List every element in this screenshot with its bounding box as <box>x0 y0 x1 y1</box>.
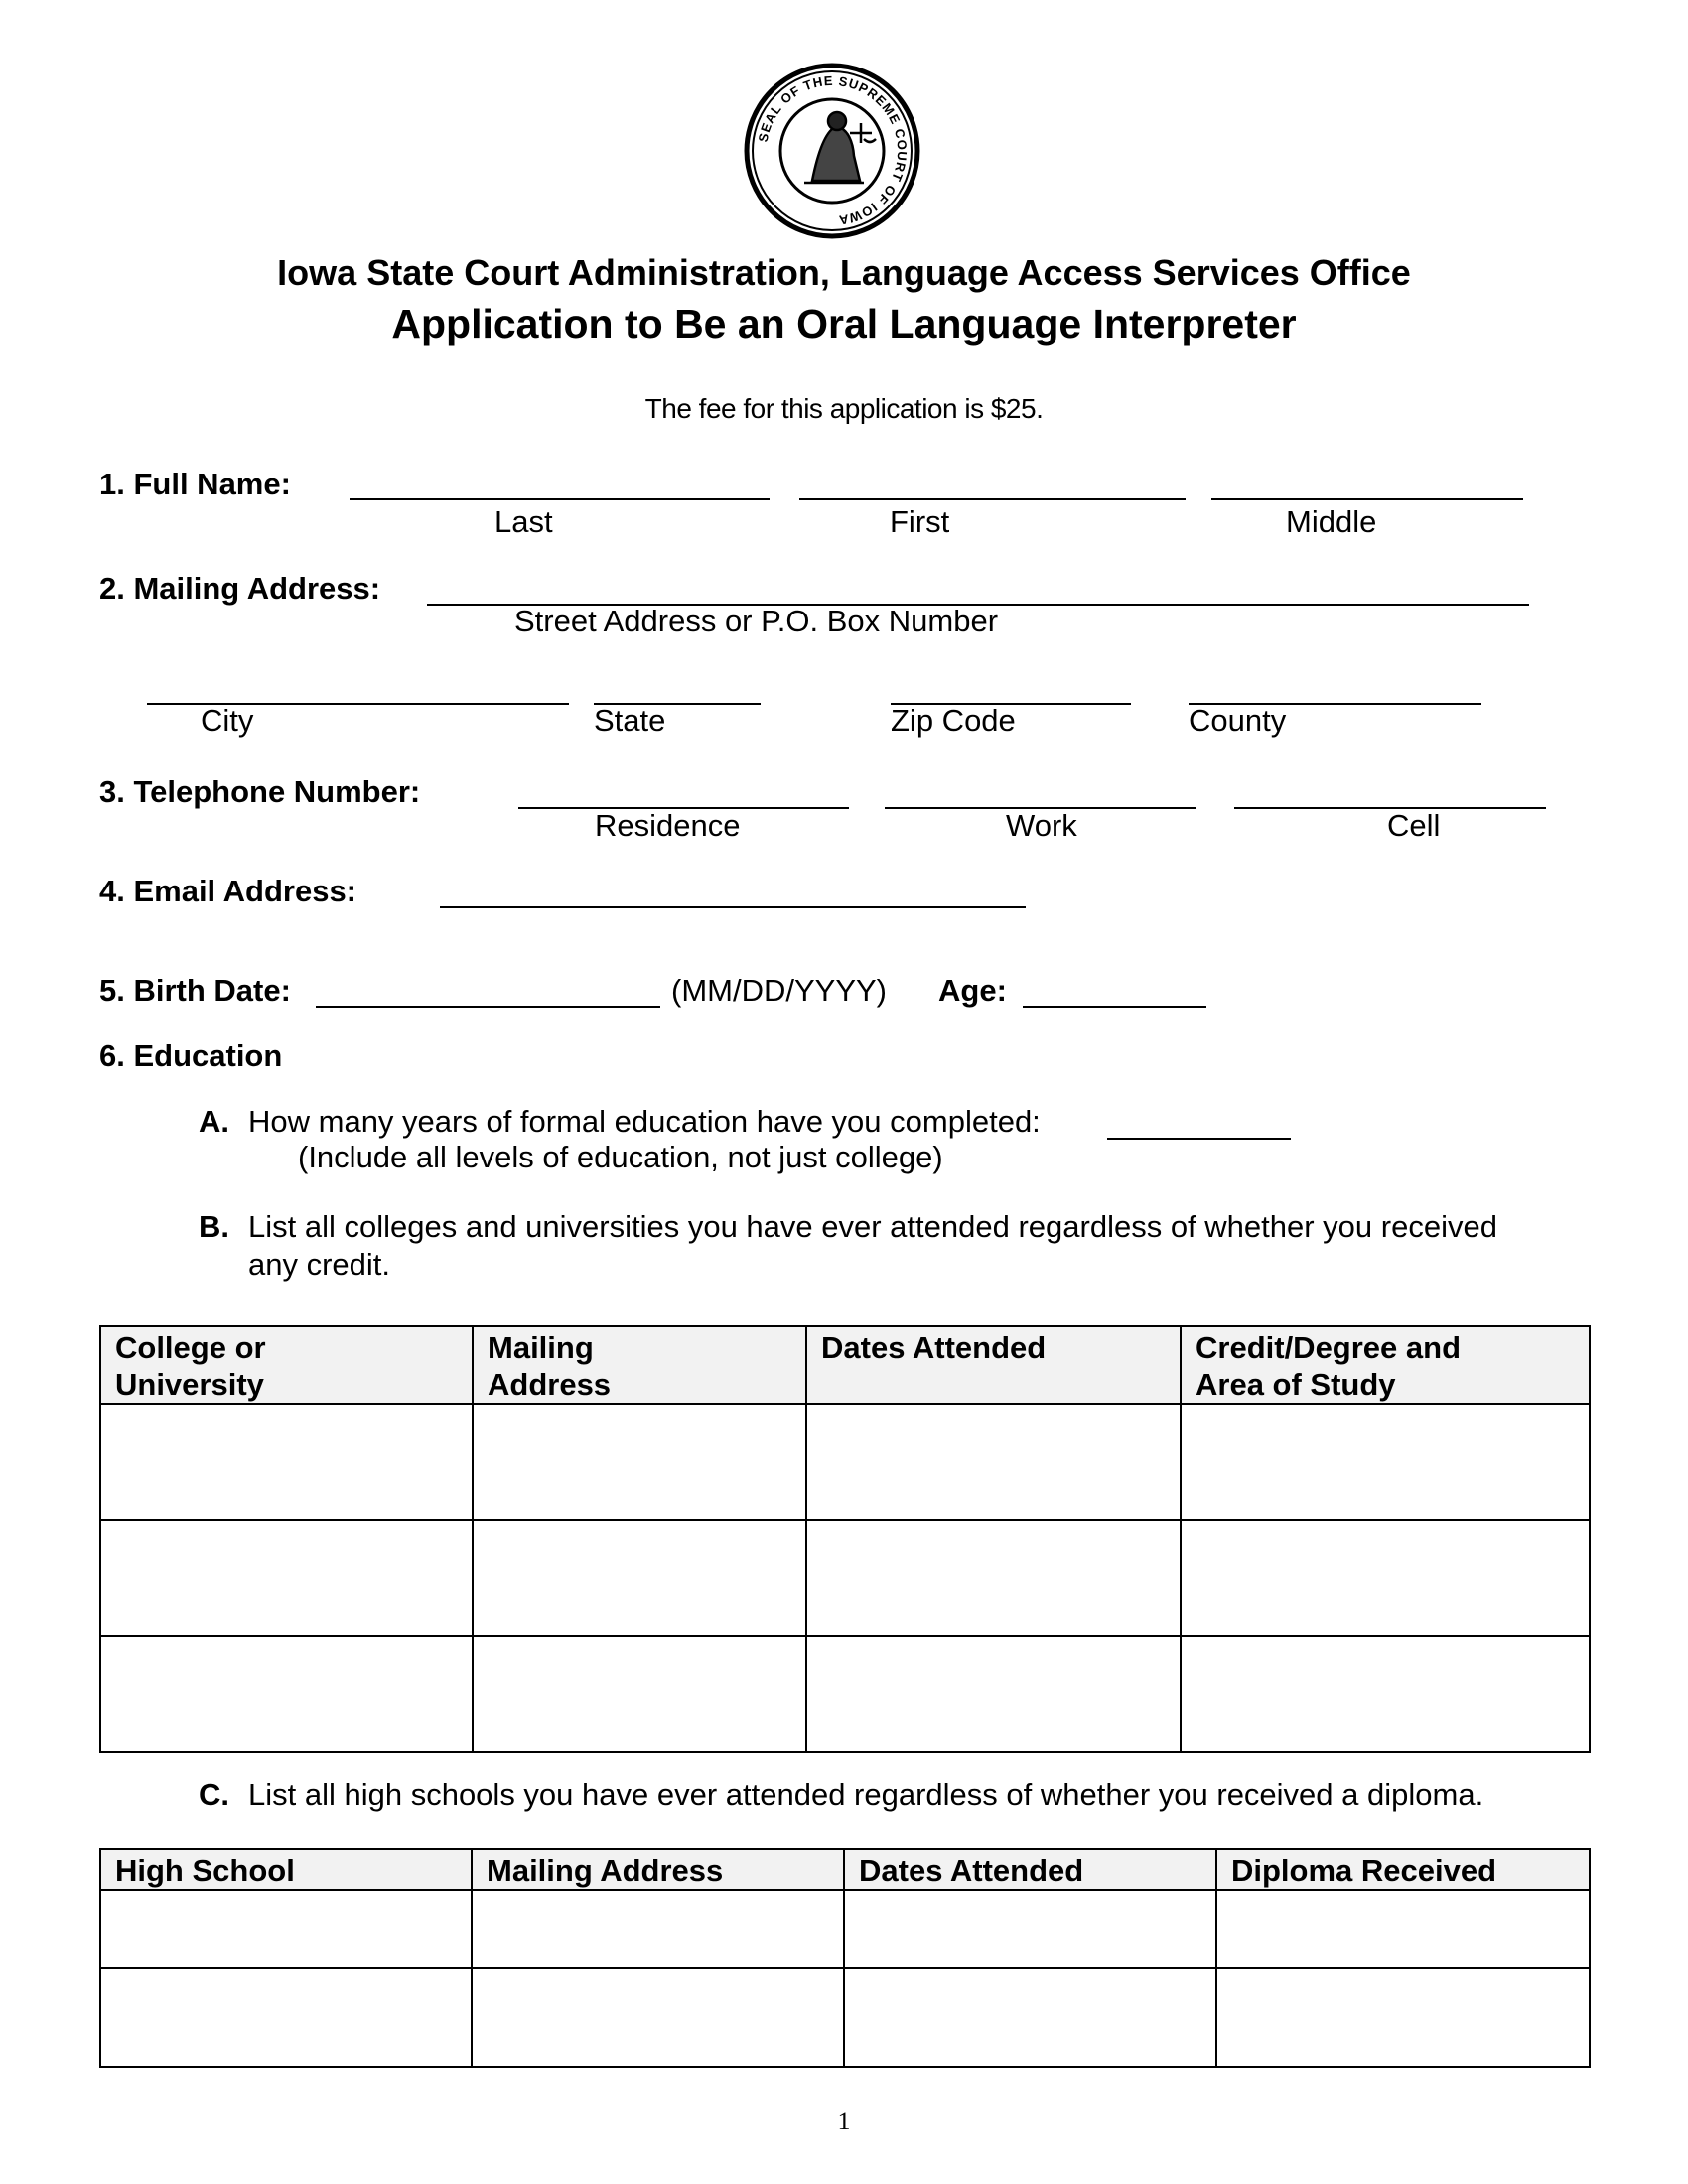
birth-date-label: 5. Birth Date: <box>99 973 291 1008</box>
middle-name-caption: Middle <box>1286 504 1377 539</box>
hs-header-dates-attended: Dates Attended <box>844 1849 1216 1890</box>
header-line: University <box>115 1367 264 1402</box>
telephone-label: 3. Telephone Number: <box>99 774 421 809</box>
last-name-field[interactable] <box>350 498 770 500</box>
office-heading: Iowa State Court Administration, Language Access Services Office <box>277 252 1411 293</box>
table-cell[interactable] <box>844 1890 1216 1968</box>
county-caption: County <box>1189 703 1287 738</box>
college-header-mailing-address <box>473 1326 806 1404</box>
header-line: Credit/Degree and <box>1196 1330 1462 1365</box>
age-field[interactable] <box>1023 1006 1206 1008</box>
table-cell[interactable] <box>1181 1520 1590 1636</box>
education-label: 6. Education <box>99 1038 283 1073</box>
table-cell[interactable] <box>472 1968 844 2067</box>
years-education-question: How many years of formal education have you completed: <box>248 1104 1041 1139</box>
college-header-dates-attended <box>806 1326 1181 1404</box>
table-cell[interactable] <box>806 1520 1181 1636</box>
table-cell[interactable] <box>473 1636 806 1752</box>
item-a-letter: A. <box>199 1104 229 1139</box>
state-caption: State <box>594 703 666 738</box>
header-line: Mailing <box>488 1330 594 1365</box>
table-row <box>100 1404 1590 1520</box>
page-number: 1 <box>837 2107 851 2135</box>
table-cell[interactable] <box>844 1968 1216 2067</box>
table-cell[interactable] <box>472 1890 844 1968</box>
header-line: Address <box>488 1367 612 1402</box>
last-name-caption: Last <box>494 504 553 539</box>
item-c-letter: C. <box>199 1777 229 1812</box>
street-address-caption: Street Address or P.O. Box Number <box>514 604 999 638</box>
high-schools-instruction: List all high schools you have ever attended regardless of whether you received a diploma. <box>248 1777 1484 1812</box>
email-label: 4. Email Address: <box>99 874 357 908</box>
colleges-table <box>99 1325 1591 1753</box>
work-caption: Work <box>1006 808 1077 843</box>
fee-note: The fee for this application is $25. <box>644 393 1044 424</box>
table-cell[interactable] <box>100 1968 472 2067</box>
years-education-note: (Include all levels of education, not just college) <box>298 1140 943 1174</box>
table-cell[interactable] <box>473 1520 806 1636</box>
city-caption: City <box>201 703 254 738</box>
table-row <box>100 1520 1590 1636</box>
mailing-address-label: 2. Mailing Address: <box>99 571 381 606</box>
table-cell[interactable] <box>100 1520 473 1636</box>
colleges-instruction-line1: List all colleges and universities you have ever attended regardless of whether you received <box>248 1209 1497 1244</box>
table-row <box>100 1636 1590 1752</box>
residence-caption: Residence <box>595 808 741 843</box>
table-cell[interactable] <box>1216 1968 1590 2067</box>
hs-header-mailing-address: Mailing Address <box>472 1849 844 1890</box>
svg-text:SEAL OF THE SUPREME COURT OF I: SEAL OF THE SUPREME COURT OF IOWA <box>755 72 911 228</box>
high-schools-table <box>99 1848 1591 2068</box>
hs-header-high-school: High School <box>100 1849 472 1890</box>
cell-caption: Cell <box>1387 808 1441 843</box>
birth-date-format: (MM/DD/YYYY) <box>671 973 887 1008</box>
first-name-caption: First <box>890 504 950 539</box>
page-title: Application to Be an Oral Language Interpreter <box>391 301 1297 346</box>
table-cell[interactable] <box>100 1404 473 1520</box>
colleges-instruction-line2: any credit. <box>248 1247 391 1282</box>
header-line: Dates Attended <box>821 1330 1047 1365</box>
header-line: College or <box>115 1330 266 1365</box>
table-row <box>100 1890 1590 1968</box>
first-name-field[interactable] <box>799 498 1186 500</box>
table-cell[interactable] <box>473 1404 806 1520</box>
table-cell[interactable] <box>1181 1404 1590 1520</box>
table-cell[interactable] <box>1181 1636 1590 1752</box>
years-education-field[interactable] <box>1107 1138 1291 1140</box>
table-row <box>100 1968 1590 2067</box>
supreme-court-seal-logo <box>743 62 921 240</box>
age-label: Age: <box>938 973 1007 1008</box>
email-field[interactable] <box>440 906 1026 908</box>
table-cell[interactable] <box>100 1636 473 1752</box>
table-cell[interactable] <box>1216 1890 1590 1968</box>
middle-name-field[interactable] <box>1211 498 1523 500</box>
table-cell[interactable] <box>100 1890 472 1968</box>
college-header-institution <box>100 1326 473 1404</box>
item-b-letter: B. <box>199 1209 229 1244</box>
zip-code-caption: Zip Code <box>891 703 1016 738</box>
full-name-label: 1. Full Name: <box>99 467 291 501</box>
college-header-credit-degree <box>1181 1326 1590 1404</box>
birth-date-field[interactable] <box>316 1006 660 1008</box>
table-cell[interactable] <box>806 1404 1181 1520</box>
hs-header-diploma-received: Diploma Received <box>1216 1849 1590 1890</box>
header-line: Area of Study <box>1196 1367 1396 1402</box>
table-cell[interactable] <box>806 1636 1181 1752</box>
